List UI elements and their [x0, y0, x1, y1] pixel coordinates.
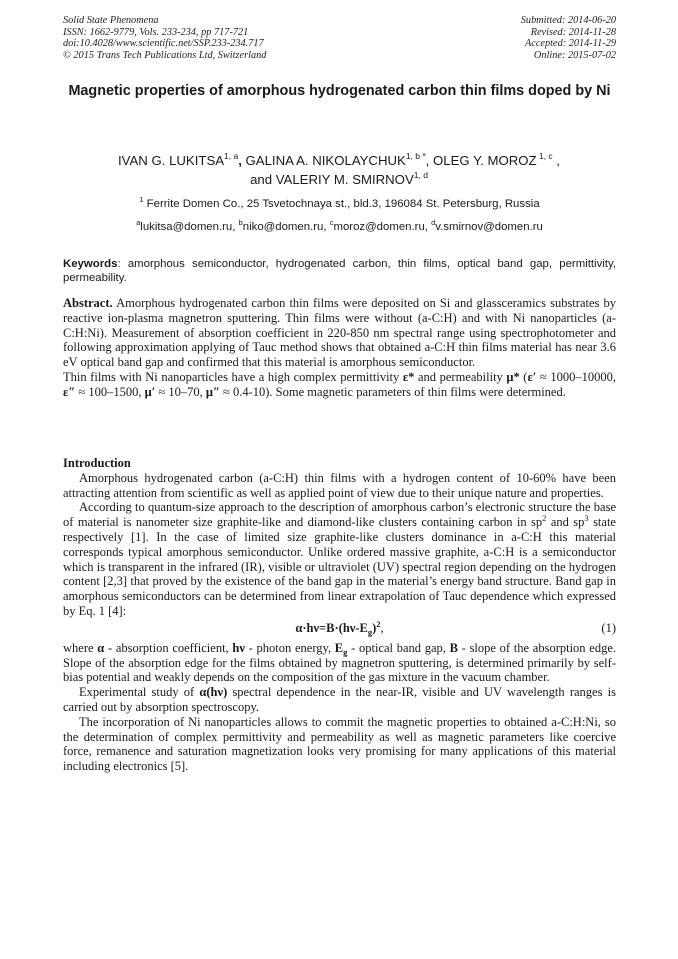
- text-run: ≈ 1000–10000,: [536, 369, 616, 384]
- section-heading: Introduction: [63, 456, 131, 470]
- text-run: μ′: [144, 384, 156, 399]
- text-run: - slope of the absorption edge. Slope of the absorption edge for the films obtained by magnetron sputtering, is determined primarily by self-bias potential and weakly depends on the composition of the gas mixture in the vacuum chamber.: [63, 640, 616, 685]
- author-name: OLEG Y. MOROZ: [433, 153, 537, 168]
- intro-paragraph-5: The incorporation of Ni nanoparticles allows to commit the magnetic properties to obtained a-C:H:Ni, so the determination of complex permittivity and permeability as well as magnetic parameters like coercive force, remanence and saturation magnetization looks very promising for many applications of this material including electronics [5].: [63, 714, 616, 774]
- affiliation-text: Ferrite Domen Co., 25 Tsvetochnaya st., bld.3, 196084 St. Petersburg, Russia: [143, 198, 540, 210]
- email-mark: a: [136, 218, 141, 227]
- abstract-paragraph-2: [63, 370, 616, 400]
- author-name: and VALERIY M. SMIRNOV: [250, 172, 414, 187]
- introduction-section: [63, 456, 616, 774]
- email-mark: d: [431, 218, 436, 227]
- abstract-text: Amorphous hydrogenated carbon thin films were deposited on Si and glassceramics substrates by reactive ion-plasma magnetron sputtering. Thin films were without (a-C:H) and with Ni nanoparticles (a-C:H:Ni). Measurement of absorption coefficient in 220-850 nm spectral range using spectrophotometer and following approximation applying of Tauc method shows that obtained a-C:H thin films material has near 3.6 eV optical band gap and confirmed that this material is amorphous semiconductor.: [63, 296, 616, 370]
- journal-doi: doi:10.4028/www.scientific.net/SSP.233-234.717: [63, 38, 264, 50]
- text-run: where: [63, 640, 98, 655]
- author-separator: ,: [552, 153, 560, 168]
- equation-main: α·hν=B·(hν-E: [295, 620, 368, 635]
- author-separator: ,: [238, 153, 246, 168]
- journal-name: Solid State Phenomena: [63, 15, 159, 26]
- date-revised: Revised: 2014-11-28: [530, 26, 616, 38]
- paper-title: Magnetic properties of amorphous hydrogenated carbon thin films doped by Ni: [68, 83, 611, 99]
- keywords: [63, 257, 616, 285]
- text-run: and sp: [546, 515, 585, 530]
- author-name: IVAN G. LUKITSA: [118, 153, 225, 168]
- equation-tail: ,: [380, 620, 384, 635]
- text-run: Thin films with Ni nanoparticles have a high complex permittivity: [63, 369, 403, 384]
- affiliation: [63, 197, 616, 211]
- email-address: lukitsa@domen.ru,: [140, 221, 239, 233]
- text-run: E: [334, 640, 344, 655]
- text-run: state respectively [1]. In the case of limited size graphite-like clusters dominance in a-C:H this material corresponds typical amorphous semiconductor. Unlike ordered massive graphite, a-C:H is a semiconductor which is transparent in the infrared (IR), visible or ultraviolet (UV) spectral region depending on the hydrogen content [2,3] that proved by the existence of the band gap in the material’s energy band structure. Band gap in amorphous semiconductors can be determined from linear extrapolation of Tauc dependence which expressed by Eq. 1 [4]:: [63, 515, 616, 618]
- text-run: hν: [232, 640, 245, 655]
- intro-paragraph-4: [63, 685, 616, 715]
- equation-formula: [63, 618, 616, 637]
- text-run: ≈ 10–70,: [155, 384, 206, 399]
- text-run: α: [97, 640, 105, 655]
- journal-info: [63, 15, 266, 61]
- text-run: 3: [584, 513, 589, 524]
- abstract-section: [63, 296, 616, 400]
- abstract-paragraph-1: [63, 296, 616, 370]
- journal-issn: ISSN: 1662-9779, Vols. 233-234, pp 717-721: [63, 26, 249, 38]
- email-address: niko@domen.ru,: [242, 221, 330, 233]
- author-affiliation-mark: 1, d: [413, 170, 428, 180]
- date-submitted: Submitted: 2014-06-20: [520, 15, 616, 26]
- email-mark: c: [329, 218, 334, 227]
- text-run: 2: [542, 513, 547, 524]
- text-run: (: [519, 369, 528, 384]
- equation-close: ): [372, 620, 377, 635]
- text-run: spectral dependence in the near-IR, visible and UV wavelength ranges is carried out by absorption spectroscopy.: [63, 685, 616, 714]
- text-run: - optical band gap,: [347, 640, 450, 655]
- text-run: Experimental study of: [79, 685, 200, 700]
- intro-paragraph-1: Amorphous hydrogenated carbon (a-C:H) thin films with a hydrogen content of 10-60% have been attracting attention from scientific as well as applied point of view due to their unique nature and properties.: [63, 470, 616, 500]
- text-run: μ*: [506, 369, 520, 384]
- text-run: - photon energy,: [244, 640, 335, 655]
- equation-subscript: g: [367, 626, 373, 637]
- text-run: According to quantum-size approach to the description of amorphous carbon’s electronic structure the base of material is nanometer size graphite-like and diamond-like clusters containing carbon in sp: [63, 500, 616, 530]
- keywords-label: Keywords: [63, 258, 118, 270]
- author-affiliation-mark: 1, c: [536, 151, 553, 161]
- keywords-text: : amorphous semiconductor, hydrogenated carbon, thin films, optical band gap, permittivity, permeability.: [63, 258, 616, 284]
- text-run: ε″: [63, 384, 76, 399]
- text-run: ε′: [527, 369, 537, 384]
- journal-copyright: © 2015 Trans Tech Publications Ltd, Switzerland: [63, 49, 267, 61]
- text-run: and permeability: [414, 369, 507, 384]
- intro-paragraph-3: [63, 641, 616, 685]
- publication-dates: [521, 15, 616, 61]
- email-address: moroz@domen.ru,: [333, 221, 432, 233]
- equation-exponent: 2: [376, 618, 381, 629]
- equation-number: (1): [601, 620, 616, 635]
- email-list: [63, 220, 616, 234]
- email-mark: b: [238, 218, 243, 227]
- text-run: ≈ 0.4-10). Some magnetic parameters of thin films were determined.: [219, 384, 566, 399]
- date-online: Online: 2015-07-02: [533, 49, 616, 61]
- text-run: ε*: [402, 369, 415, 384]
- text-run: μ″: [205, 384, 220, 399]
- author-affiliation-mark: 1, b *: [405, 151, 426, 161]
- text-run: - absorption coefficient,: [104, 640, 233, 655]
- date-accepted: Accepted: 2014-11-29: [524, 38, 616, 50]
- author-name: GALINA A. NIKOLAYCHUK: [245, 153, 406, 168]
- text-run: g: [343, 646, 348, 657]
- author-separator: ,: [425, 153, 433, 168]
- text-run: ≈ 100–1500,: [75, 384, 145, 399]
- abstract-label: Abstract.: [63, 296, 113, 310]
- email-address: v.smirnov@domen.ru: [435, 221, 543, 233]
- equation-1: [63, 619, 616, 641]
- affiliation-mark: 1: [139, 195, 144, 204]
- text-run: α(hν): [199, 685, 228, 700]
- author-affiliation-mark: 1, a: [224, 151, 239, 161]
- author-list: [50, 151, 628, 189]
- intro-paragraph-2: [63, 500, 616, 618]
- text-run: B: [449, 640, 458, 655]
